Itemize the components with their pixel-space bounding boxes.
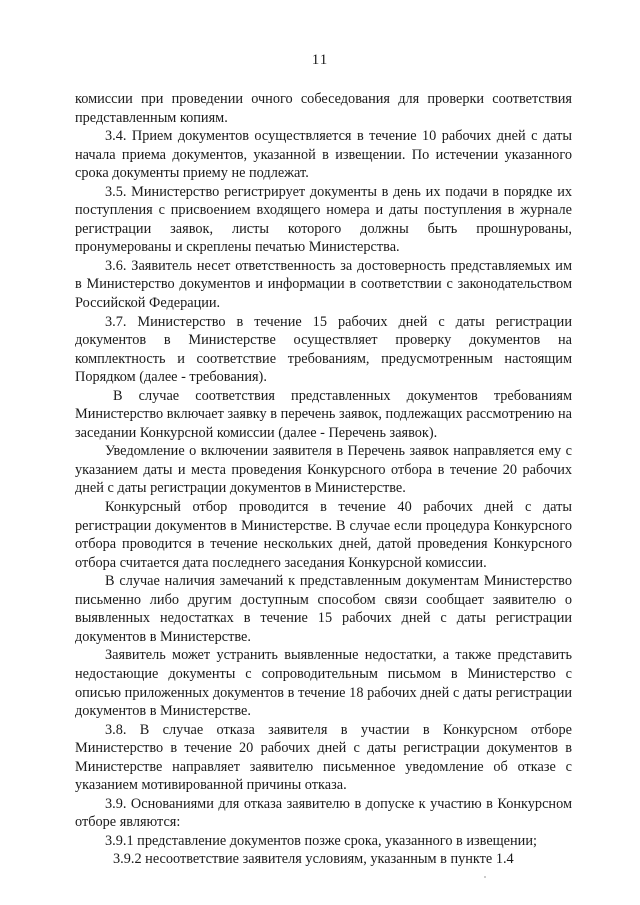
page-number: 11 bbox=[311, 52, 329, 68]
paragraph-3-9-1: 3.9.1 представление документов позже срока, указанного в извещении; bbox=[105, 832, 537, 849]
paragraph-continuation: комиссии при проведении очного собеседования для проверки соответствия представленным копиям. bbox=[75, 91, 572, 126]
paragraph-compliance: В случае соответствия представленных документов требованиям Министерство включает заявку в перечень заявок, подлежащих рассмотрению на заседании Конкурсной комиссии (далее - Перечень заявок). bbox=[75, 387, 572, 441]
paragraph-remarks: В случае наличия замечаний к представленным документам Министерство письменно либо другим доступным способом связи сообщает заявителю о выявленных недостатках в течение 15 рабочих дней с даты регистрации документов в Министерстве. bbox=[75, 573, 572, 645]
paragraph-3-5: 3.5. Министерство регистрирует документы в день их подачи в порядке их поступления с присвоением входящего номера и даты поступления в журнале регистрации заявок, листы которого должны быть прошнурованы, пронумерованы и скреплены печатью Министерства. bbox=[75, 183, 572, 256]
paragraph-3-8: 3.8. В случае отказа заявителя в участии в Конкурсном отборе Министерство в течение 20 рабочих дней с даты регистрации документов в Министерстве направляет заявителю письменное уведомление об отказе с указанием мотивированной причины отказа. bbox=[75, 721, 572, 794]
paragraph-corrections: Заявитель может устранить выявленные недостатки, а также представить недостающие документы с сопроводительным письмом в Министерство с описью приложенных документов в течение 18 рабочих дней с даты регистрации документов в Министерстве. bbox=[75, 647, 572, 720]
paragraph-3-7: 3.7. Министерство в течение 15 рабочих дней с даты регистрации документов в Министерстве осуществляет проверку документов на комплектность и соответствие требованиям, предусмотренным настоящим Порядком (далее - требования). bbox=[75, 313, 572, 386]
paragraph-3-6: 3.6. Заявитель несет ответственность за достоверность представляемых им в Министерство документов и информации в соответствии с законодательством Российской Федерации. bbox=[75, 257, 572, 312]
document-body bbox=[75, 90, 572, 869]
paragraph-3-4: 3.4. Прием документов осуществляется в течение 10 рабочих дней с даты начала приема документов, указанной в извещении. По истечении указанного срока документы приему не подлежат. bbox=[75, 128, 572, 182]
paragraph-competition-period: Конкурсный отбор проводится в течение 40 рабочих дней с даты регистрации документов в Министерстве. В случае если процедура Конкурсного отбора проводится в течение нескольких дней, датой проведения Конкурсного отбора считается дата последнего заседания Конкурсной комиссии. bbox=[75, 499, 572, 571]
paragraph-3-9-2: 3.9.2 несоответствие заявителя условиям, указанным в пункте 1.4 bbox=[113, 851, 514, 868]
scan-speck bbox=[484, 876, 486, 878]
paragraph-notification: Уведомление о включении заявителя в Перечень заявок направляется ему с указанием даты и места проведения Конкурсного отбора в течение 20 рабочих дней с даты регистрации документов в Министерстве. bbox=[75, 443, 572, 497]
paragraph-3-9: 3.9. Основаниями для отказа заявителю в допуске к участию в Конкурсном отборе являются: bbox=[75, 795, 572, 831]
